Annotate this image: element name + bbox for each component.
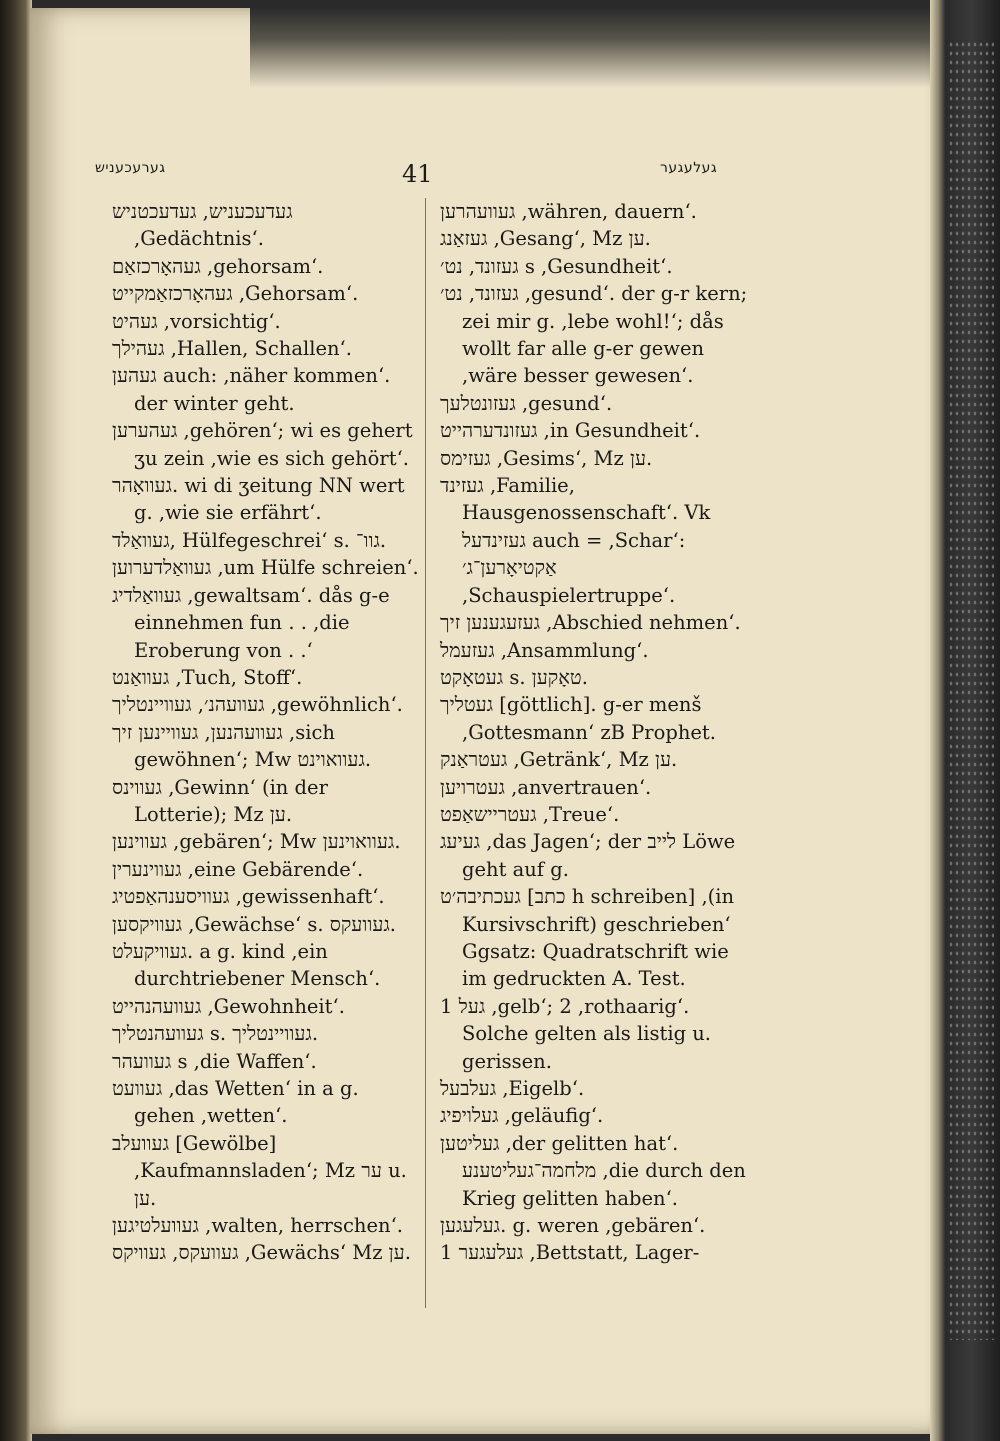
dictionary-entry: געווינס ,Gewinn‘ (in der Lotterie); Mz ען. <box>112 775 328 826</box>
dictionary-entry: געהילך ,Hallen, Schallen‘. <box>112 337 352 361</box>
book-binding-right <box>930 0 1000 1441</box>
dictionary-entry: געוואַלדערוען ,um Hülfe schreien‘. <box>112 556 419 580</box>
dictionary-entry: געוועהנטליך s. געוויינטליך. <box>112 1022 319 1046</box>
dictionary-entry: געזונדערהייט ,in Gesundheit‘. <box>440 419 701 443</box>
dictionary-entry: געלעגען. g. weren ,gebären‘. <box>440 1214 706 1238</box>
dictionary-entry: געוויסענהאַפטיג ,gewissenhaft‘. <box>112 885 385 909</box>
dictionary-entry: געטאָקט s. טאָקען. <box>440 665 588 689</box>
dictionary-entry: געהערען ,gehören‘; wi es gehert ʒu zein ,wie es sich gehört‘. <box>112 419 413 470</box>
dictionary-entry: געלעגער 1 ,Bettstatt, Lager- <box>440 1241 700 1265</box>
dictionary-entry: געוועהנען, געוויינען זיך ,sich gewöhnen‘; Mw געוואוינט. <box>112 720 372 772</box>
column-divider <box>425 198 426 1308</box>
dictionary-entry: געטריישאַפט ,Treue‘. <box>440 802 620 826</box>
dictionary-entry: געזאַנג ,Gesang‘, Mz ען. <box>440 227 651 251</box>
page-number: 41 <box>402 160 433 188</box>
dictionary-entry: געוועלטיגען ,walten, herrschen‘. <box>112 1214 403 1238</box>
dictionary-entry: געזעמל ,Ansammlung‘. <box>440 638 649 662</box>
dictionary-entry: געהאָרכזאַם ,gehorsam‘. <box>112 254 324 278</box>
dictionary-entry: געוואַלד, Hülfegeschrei‘ s. גוו־. <box>112 528 387 552</box>
dictionary-entry: געוואַנט ,Tuch, Stoff‘. <box>112 665 303 689</box>
dictionary-entry: געוועלב [Gewölbe] ,Kaufmannsladen‘; Mz ער u. ען. <box>112 1131 407 1210</box>
dictionary-entry: געוועהר s ,die Waffen‘. <box>112 1049 317 1073</box>
dictionary-entry: געווינען ,gebären‘; Mw געוואוינען. <box>112 830 401 854</box>
dictionary-entry: געליטען ,der gelitten hat‘. מלחמה־געליטענע ,die durch den Krieg gelitten haben‘. <box>440 1131 746 1210</box>
dictionary-entry: געווינערין ,eine Gebärende‘. <box>112 857 364 881</box>
dictionary-entry: געוויקסען ,Gewächse‘ s. געוועקס. <box>112 912 396 936</box>
dictionary-entry: געוואַלדיג ,gewaltsam‘. dås g-e einnehmen fun . . ,die Eroberung von . .‘ <box>112 583 390 662</box>
dictionary-entry: געטראַנק ,Getränk‘, Mz ען. <box>440 748 678 772</box>
dictionary-column-left <box>112 198 420 1267</box>
dictionary-entry: געוואָהר. wi di ʒeitung NN wert g. ,wie sie erfährt‘. <box>112 474 405 525</box>
dictionary-entry: געהאָרכזאַמקייט ,Gehorsam‘. <box>112 282 359 306</box>
dictionary-entry: געזינד ,Familie, Hausgenossenschaft‘. Vk געזינדעל auch = ,Schar‘: אַקטיאָרען־ג׳ ,Schauspielertruppe‘. <box>440 474 711 607</box>
dictionary-entry: געזעגענען זיך ,Abschied nehmen‘. <box>440 611 741 635</box>
dictionary-entry: געדעכעניש, געדעכטניש ,Gedächtnis‘. <box>112 200 293 251</box>
dictionary-entry: געזונטלעך ,gesund‘. <box>440 391 613 415</box>
dictionary-entry: געוויקעלט. a g. kind ,ein durchtriebener Mensch‘. <box>112 939 381 991</box>
dictionary-column-right <box>440 198 756 1267</box>
dictionary-entry: געטליך [göttlich]. g-er menš ,Gottesmann‘ zB Prophet. <box>440 693 716 744</box>
dictionary-entry: געזונד, נט׳ s ,Gesundheit‘. <box>440 254 673 278</box>
dictionary-entry: געזונד, נט׳ ,gesund‘. der g-r kern; zei mir g. ,lebe wohl!‘; dås wollt far alle g-er gewen ,wäre besser gewesen‘. <box>440 282 748 388</box>
dictionary-entry: געהען auch: ,näher kommen‘. der winter geht. <box>112 364 391 415</box>
dictionary-entry: געזימס ,Gesims‘, Mz ען. <box>440 446 653 470</box>
dictionary-entry: געוועט ,das Wetten‘ in a g. gehen ,wetten‘. <box>112 1077 359 1128</box>
dictionary-entry: געיעג ,das Jagen‘; der לייב Löwe geht auf g. <box>440 830 736 881</box>
dictionary-entry: געטרויען ,anvertrauen‘. <box>440 775 652 799</box>
running-head-right: געלעגער <box>660 160 718 176</box>
dictionary-entry: געכתיבה׳ט [כתב h schreiben] ,(in Kursivschrift) geschrieben‘ Ggsatz: Quadratschrift wie im gedruckten A. Test. <box>440 885 735 991</box>
running-head-left: גערעכעניש <box>95 160 166 176</box>
dictionary-entry: געוועהנהייט ,Gewohnheit‘. <box>112 994 345 1018</box>
dictionary-entry: געוועקס, געוויקס ,Gewächs‘ Mz ען. <box>112 1241 411 1265</box>
dictionary-entry: געוועהרען ,währen, dauern‘. <box>440 200 697 223</box>
dictionary-entry: געלבעל ,Eigelb‘. <box>440 1077 585 1100</box>
page-shadow <box>250 8 940 88</box>
dictionary-entry: געוועהנ׳, געוויינטליך ,gewöhnlich‘. <box>112 693 403 717</box>
book-binding-left <box>0 0 32 1441</box>
dictionary-entry: געהיט ,vorsichtig‘. <box>112 309 281 333</box>
dictionary-entry: געל 1 ,gelb‘; 2 ,rothaarig‘. Solche gelten als listig u. gerissen. <box>440 994 712 1073</box>
dictionary-entry: געלויפיג ,geläufig‘. <box>440 1104 604 1128</box>
